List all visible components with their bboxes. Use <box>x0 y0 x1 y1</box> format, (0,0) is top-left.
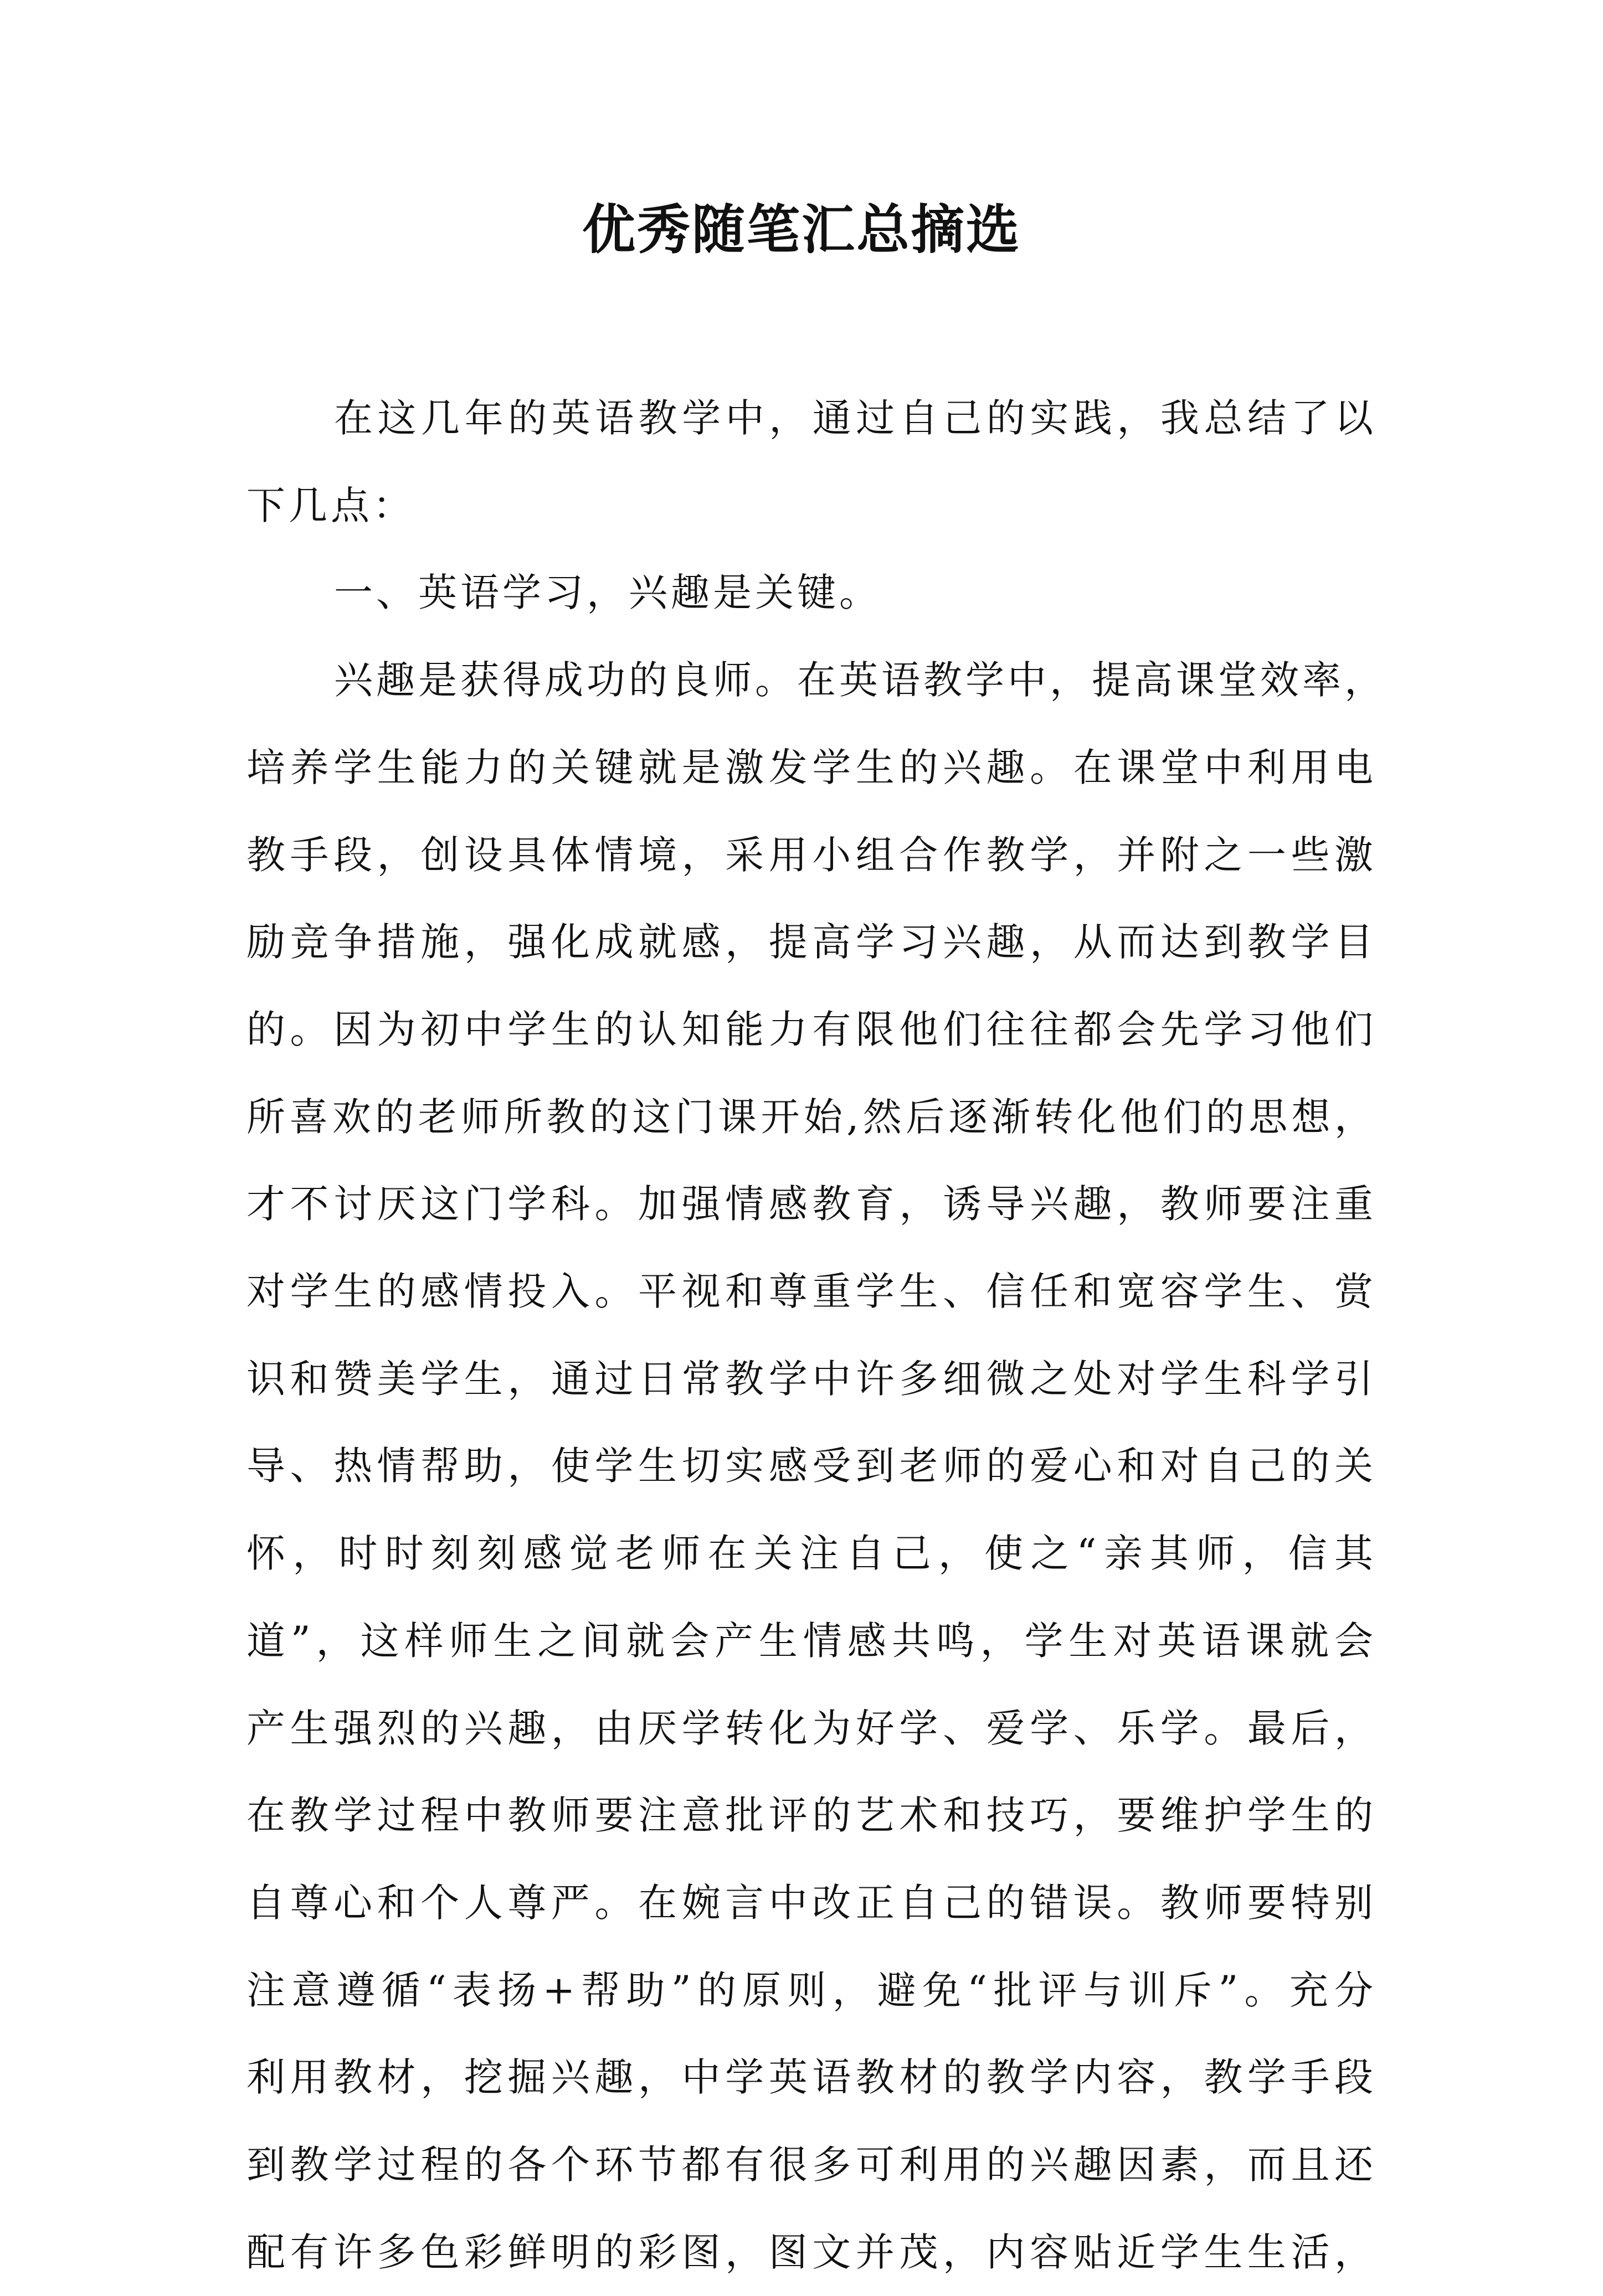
document-title: 优秀随笔汇总摘选 <box>582 198 1021 261</box>
text-line: 培养学生能力的关键就是激发学生的兴趣。在课堂中利用电 <box>246 744 1376 790</box>
text-line: 利用教材，挖掘兴趣，中学英语教材的教学内容，教学手段 <box>246 2055 1376 2101</box>
text-line: 对学生的感情投入。平视和尊重学生、信任和宽容学生、赏 <box>246 1269 1376 1315</box>
text-line: 怀，时时刻刻感觉老师在关注自己，使之“亲其师，信其 <box>246 1531 1376 1577</box>
document-body <box>246 375 1386 2296</box>
text-line: 兴趣是获得成功的良师。在英语教学中，提高课堂效率， <box>334 657 1386 703</box>
text-line: 导、热情帮助，使学生切实感受到老师的爱心和对自己的关 <box>246 1443 1376 1489</box>
text-line: 的。因为初中学生的认知能力有限他们往往都会先学习他们 <box>246 1006 1376 1052</box>
text-line: 注意遵循“表扬+帮助”的原则，避免“批评与训斥”。充分 <box>246 1967 1376 2013</box>
text-line: 配有许多色彩鲜明的彩图，图文并茂，内容贴近学生生活， <box>246 2229 1376 2275</box>
text-line: 自尊心和个人尊严。在婉言中改正自己的错误。教师要特别 <box>246 1880 1376 1926</box>
text-line: 在这几年的英语教学中，通过自己的实践，我总结了以 <box>334 395 1376 441</box>
text-line: 产生强烈的兴趣，由厌学转化为好学、爱学、乐学。最后， <box>246 1705 1376 1751</box>
text-line: 在教学过程中教师要注意批评的艺术和技巧，要维护学生的 <box>246 1793 1376 1839</box>
text-line: 识和赞美学生，通过日常教学中许多细微之处对学生科学引 <box>246 1356 1376 1402</box>
text-line: 教手段，创设具体情境，采用小组合作教学，并附之一些激 <box>246 832 1376 878</box>
text-line: 到教学过程的各个环节都有很多可利用的兴趣因素，而且还 <box>246 2142 1376 2188</box>
text-line: 才不讨厌这门学科。加强情感教育，诱导兴趣，教师要注重 <box>246 1181 1376 1227</box>
section-heading: 一、英语学习，兴趣是关键。 <box>334 570 881 616</box>
text-line: 下几点： <box>246 482 415 528</box>
text-line: 所喜欢的老师所教的这门课开始,然后逐渐转化他们的思想， <box>246 1094 1376 1140</box>
text-line: 励竞争措施，强化成就感，提高学习兴趣，从而达到教学目 <box>246 919 1376 965</box>
text-line: 道”，这样师生之间就会产生情感共鸣，学生对英语课就会 <box>246 1618 1376 1664</box>
